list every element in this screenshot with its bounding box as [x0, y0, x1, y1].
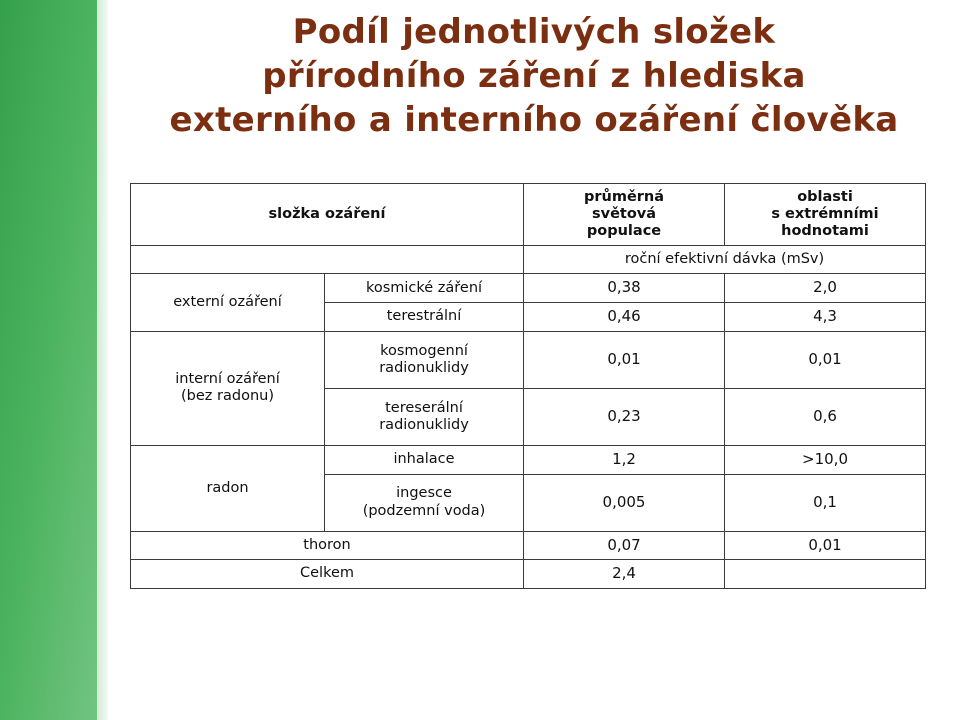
row-label-thoron: thoron: [131, 531, 524, 560]
row-label-ingestion-line-2: (podzemní voda): [362, 502, 486, 519]
row-label-ingestion: [325, 474, 524, 531]
value-extreme-total: [725, 560, 926, 589]
page-title: [118, 10, 950, 142]
column-header-extreme-line-1: oblasti: [797, 189, 853, 205]
column-header-average-line-1: průměrná: [583, 189, 665, 205]
row-label-terrestrial-radionuclides: [325, 388, 524, 445]
table-header-row: [131, 184, 926, 246]
value-average-total: 2,4: [524, 560, 725, 589]
value-extreme-terrestrial: 4,3: [725, 303, 926, 332]
row-label-cosmic-radiation: kosmické záření: [325, 274, 524, 303]
table-row: [131, 560, 926, 589]
group-label-radon: radon: [131, 445, 325, 531]
radiation-table-container: [130, 183, 925, 589]
decorative-left-band-inner: [0, 0, 97, 720]
value-average-cosmic: 0,38: [524, 274, 725, 303]
group-label-internal: [131, 331, 325, 445]
row-label-cosmogenic-line-1: kosmogenní: [380, 342, 468, 359]
group-label-internal-line-2: (bez radonu): [181, 388, 274, 405]
table-row: [131, 531, 926, 560]
table-row-unit: [131, 246, 926, 274]
group-label-external: externí ozáření: [131, 274, 325, 331]
value-extreme-cosmogenic: 0,01: [725, 331, 926, 388]
value-average-terrestrial-radionuclides: 0,23: [524, 388, 725, 445]
column-header-average-line-2: světová: [591, 206, 657, 223]
page-title-line-2: přírodního záření z hlediska: [262, 56, 806, 96]
row-label-cosmogenic-radionuclides: [325, 331, 524, 388]
unit-row-empty-cell: [131, 246, 524, 274]
table-row: [131, 445, 926, 474]
column-header-extreme-line-2: s extrémními: [771, 206, 879, 223]
column-header-extreme-areas: [725, 184, 926, 246]
value-average-terrestrial: 0,46: [524, 303, 725, 332]
row-label-inhalation: inhalace: [325, 445, 524, 474]
value-average-inhalation: 1,2: [524, 445, 725, 474]
value-extreme-ingestion: 0,1: [725, 474, 926, 531]
row-label-ingestion-line-1: ingesce: [396, 485, 452, 502]
table-row: [131, 331, 926, 388]
decorative-left-band: [0, 0, 108, 720]
radiation-components-table: [130, 183, 926, 589]
value-extreme-terrestrial-radionuclides: 0,6: [725, 388, 926, 445]
value-extreme-thoron: 0,01: [725, 531, 926, 560]
column-header-average-line-3: populace: [586, 223, 662, 240]
value-average-cosmogenic: 0,01: [524, 331, 725, 388]
column-header-average-population: [524, 184, 725, 246]
row-label-terrestrial-radionuclides-line-1: tereserální: [385, 399, 463, 416]
value-average-thoron: 0,07: [524, 531, 725, 560]
row-label-total: Celkem: [131, 560, 524, 589]
value-extreme-cosmic: 2,0: [725, 274, 926, 303]
column-header-component: složka ozáření: [131, 184, 524, 246]
row-label-cosmogenic-line-2: radionuklidy: [379, 359, 469, 376]
value-average-ingestion: 0,005: [524, 474, 725, 531]
column-header-extreme-line-3: hodnotami: [781, 223, 869, 240]
page-title-line-3: externího a interního ozáření člověka: [169, 100, 899, 140]
table-row: [131, 274, 926, 303]
row-label-terrestrial: terestrální: [325, 303, 524, 332]
unit-row-label: roční efektivní dávka (mSv): [524, 246, 926, 274]
group-label-internal-line-1: interní ozáření: [175, 371, 280, 388]
value-extreme-inhalation: >10,0: [725, 445, 926, 474]
page-title-line-1: Podíl jednotlivých složek: [292, 12, 776, 52]
row-label-terrestrial-radionuclides-line-2: radionuklidy: [379, 416, 469, 433]
